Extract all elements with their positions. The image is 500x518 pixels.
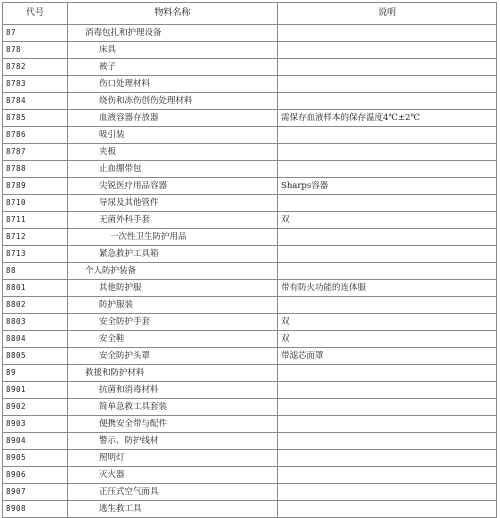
- row-name-text: 导尿及其他管件: [99, 198, 159, 208]
- row-name-text: 一次性卫生防护用品: [110, 232, 187, 242]
- row-note-cell: [278, 450, 497, 467]
- table-row: [3, 229, 497, 246]
- row-note-cell: [278, 76, 497, 93]
- row-code-cell: 8801: [3, 280, 68, 297]
- row-name-cell: [68, 399, 278, 416]
- table-row: [3, 59, 497, 76]
- table-row: [3, 195, 497, 212]
- row-code-cell: 8908: [3, 501, 68, 518]
- row-code-cell: 88: [3, 263, 68, 280]
- row-code-cell: 8784: [3, 93, 68, 110]
- row-name-cell: [68, 212, 278, 229]
- table-row: [3, 365, 497, 382]
- row-name-cell: [68, 195, 278, 212]
- table-row: [3, 212, 497, 229]
- row-name-cell: [68, 433, 278, 450]
- row-note-cell: [278, 382, 497, 399]
- row-code-cell: 8902: [3, 399, 68, 416]
- row-name-cell: [68, 76, 278, 93]
- header-name: 物料名称: [68, 3, 278, 25]
- row-note-cell: [278, 25, 497, 42]
- row-note-cell: [278, 365, 497, 382]
- row-code-cell: 8901: [3, 382, 68, 399]
- row-name-text: 烧伤和冻伤创伤处理材料: [99, 96, 193, 106]
- table-row: [3, 484, 497, 501]
- row-note-cell: [278, 59, 497, 76]
- row-name-text: 救援和防护材料: [85, 368, 145, 378]
- row-note-cell: [278, 263, 497, 280]
- table-row: [3, 144, 497, 161]
- row-name-text: 止血绷带包: [99, 164, 142, 174]
- row-note-cell: [278, 467, 497, 484]
- table-row: [3, 382, 497, 399]
- row-name-cell: [68, 331, 278, 348]
- row-code-cell: 8712: [3, 229, 68, 246]
- table-row: [3, 127, 497, 144]
- row-name-cell: [68, 365, 278, 382]
- row-note-cell: [278, 93, 497, 110]
- row-note-cell: 需保存血液样本的保存温度4℃±2℃: [278, 110, 497, 127]
- row-code-cell: 8782: [3, 59, 68, 76]
- materials-table: [2, 2, 497, 518]
- row-name-text: 安全鞋: [99, 334, 125, 344]
- row-name-text: 防护服装: [99, 300, 134, 310]
- table-row: [3, 433, 497, 450]
- row-name-cell: [68, 42, 278, 59]
- table-row: [3, 93, 497, 110]
- row-note-cell: 带滤芯面罩: [278, 348, 497, 365]
- row-code-cell: 8802: [3, 297, 68, 314]
- row-name-text: 便携安全带与配件: [99, 419, 168, 429]
- row-note-cell: [278, 246, 497, 263]
- table-row: [3, 501, 497, 518]
- table-row: [3, 161, 497, 178]
- table-row: [3, 263, 497, 280]
- row-name-text: 安全防护头罩: [99, 351, 151, 361]
- header-note: 说明: [278, 3, 497, 25]
- table-row: [3, 314, 497, 331]
- row-name-cell: [68, 263, 278, 280]
- row-name-cell: [68, 297, 278, 314]
- row-name-cell: [68, 229, 278, 246]
- row-name-cell: [68, 450, 278, 467]
- row-name-cell: [68, 144, 278, 161]
- row-code-cell: 8805: [3, 348, 68, 365]
- row-name-text: 吸引装: [99, 130, 125, 140]
- row-name-cell: [68, 93, 278, 110]
- row-code-cell: 8907: [3, 484, 68, 501]
- row-name-cell: [68, 25, 278, 42]
- row-name-text: 正压式空气面具: [99, 487, 159, 497]
- row-code-cell: 8788: [3, 161, 68, 178]
- row-code-cell: 89: [3, 365, 68, 382]
- row-code-cell: 8905: [3, 450, 68, 467]
- row-name-text: 安全防护手套: [99, 317, 151, 327]
- row-note-cell: 双: [278, 314, 497, 331]
- row-name-text: 被子: [99, 62, 117, 72]
- row-name-cell: [68, 161, 278, 178]
- row-name-cell: [68, 416, 278, 433]
- table-row: [3, 416, 497, 433]
- table-row: [3, 399, 497, 416]
- row-note-cell: [278, 501, 497, 518]
- row-note-cell: Sharps容器: [278, 178, 497, 195]
- row-name-text: 无菌外科手套: [99, 215, 151, 225]
- row-name-text: 床具: [99, 45, 117, 55]
- row-note-cell: [278, 433, 497, 450]
- table-row: [3, 76, 497, 93]
- row-name-text: 其他防护服: [99, 283, 142, 293]
- row-note-cell: [278, 144, 497, 161]
- row-note-cell: [278, 229, 497, 246]
- row-name-text: 警示、防护线材: [99, 436, 159, 446]
- table-header-row: [3, 3, 497, 25]
- row-code-cell: 8713: [3, 246, 68, 263]
- row-code-cell: 8803: [3, 314, 68, 331]
- row-name-text: 简单急救工具套装: [99, 402, 168, 412]
- row-name-text: 逃生救工具: [99, 504, 142, 514]
- row-name-text: 夹板: [99, 147, 117, 157]
- row-name-cell: [68, 178, 278, 195]
- table-row: [3, 110, 497, 127]
- table-row: [3, 450, 497, 467]
- row-code-cell: 8804: [3, 331, 68, 348]
- table-row: [3, 280, 497, 297]
- row-code-cell: 8783: [3, 76, 68, 93]
- table-row: [3, 297, 497, 314]
- table-row: [3, 42, 497, 59]
- row-name-cell: [68, 59, 278, 76]
- row-code-cell: 8903: [3, 416, 68, 433]
- row-code-cell: 8906: [3, 467, 68, 484]
- row-name-text: 照明灯: [99, 453, 125, 463]
- row-note-cell: [278, 127, 497, 144]
- row-name-text: 抗菌和消毒材料: [99, 385, 159, 395]
- row-name-text: 血液容器存放器: [99, 113, 159, 123]
- row-code-cell: 8785: [3, 110, 68, 127]
- row-name-cell: [68, 501, 278, 518]
- row-note-cell: 双: [278, 331, 497, 348]
- row-name-cell: [68, 246, 278, 263]
- row-name-text: 紧急救护工具箱: [99, 249, 159, 259]
- row-code-cell: 878: [3, 42, 68, 59]
- row-note-cell: [278, 399, 497, 416]
- row-code-cell: 8787: [3, 144, 68, 161]
- row-code-cell: 8711: [3, 212, 68, 229]
- row-name-cell: [68, 382, 278, 399]
- row-code-cell: 8786: [3, 127, 68, 144]
- table-row: [3, 178, 497, 195]
- row-code-cell: 8789: [3, 178, 68, 195]
- row-name-cell: [68, 348, 278, 365]
- row-name-text: 个人防护装备: [85, 266, 137, 276]
- row-name-cell: [68, 280, 278, 297]
- table-row: [3, 25, 497, 42]
- row-code-cell: 8710: [3, 195, 68, 212]
- row-note-cell: [278, 42, 497, 59]
- row-code-cell: 87: [3, 25, 68, 42]
- row-name-text: 灭火器: [99, 470, 125, 480]
- table-row: [3, 331, 497, 348]
- row-note-cell: [278, 161, 497, 178]
- table-row: [3, 246, 497, 263]
- table-row: [3, 348, 497, 365]
- row-name-cell: [68, 314, 278, 331]
- row-note-cell: 带有防火功能的连体服: [278, 280, 497, 297]
- row-name-cell: [68, 127, 278, 144]
- row-name-cell: [68, 484, 278, 501]
- row-name-text: 尖锐医疗用品容器: [99, 181, 168, 191]
- row-note-cell: [278, 297, 497, 314]
- row-name-cell: [68, 467, 278, 484]
- row-name-text: 伤口处理材料: [99, 79, 151, 89]
- row-note-cell: [278, 484, 497, 501]
- header-code: 代号: [3, 3, 68, 25]
- row-note-cell: [278, 416, 497, 433]
- row-name-text: 消毒包扎和护理设备: [85, 28, 162, 38]
- row-code-cell: 8904: [3, 433, 68, 450]
- table-row: [3, 467, 497, 484]
- row-note-cell: 双: [278, 212, 497, 229]
- row-name-cell: [68, 110, 278, 127]
- row-note-cell: [278, 195, 497, 212]
